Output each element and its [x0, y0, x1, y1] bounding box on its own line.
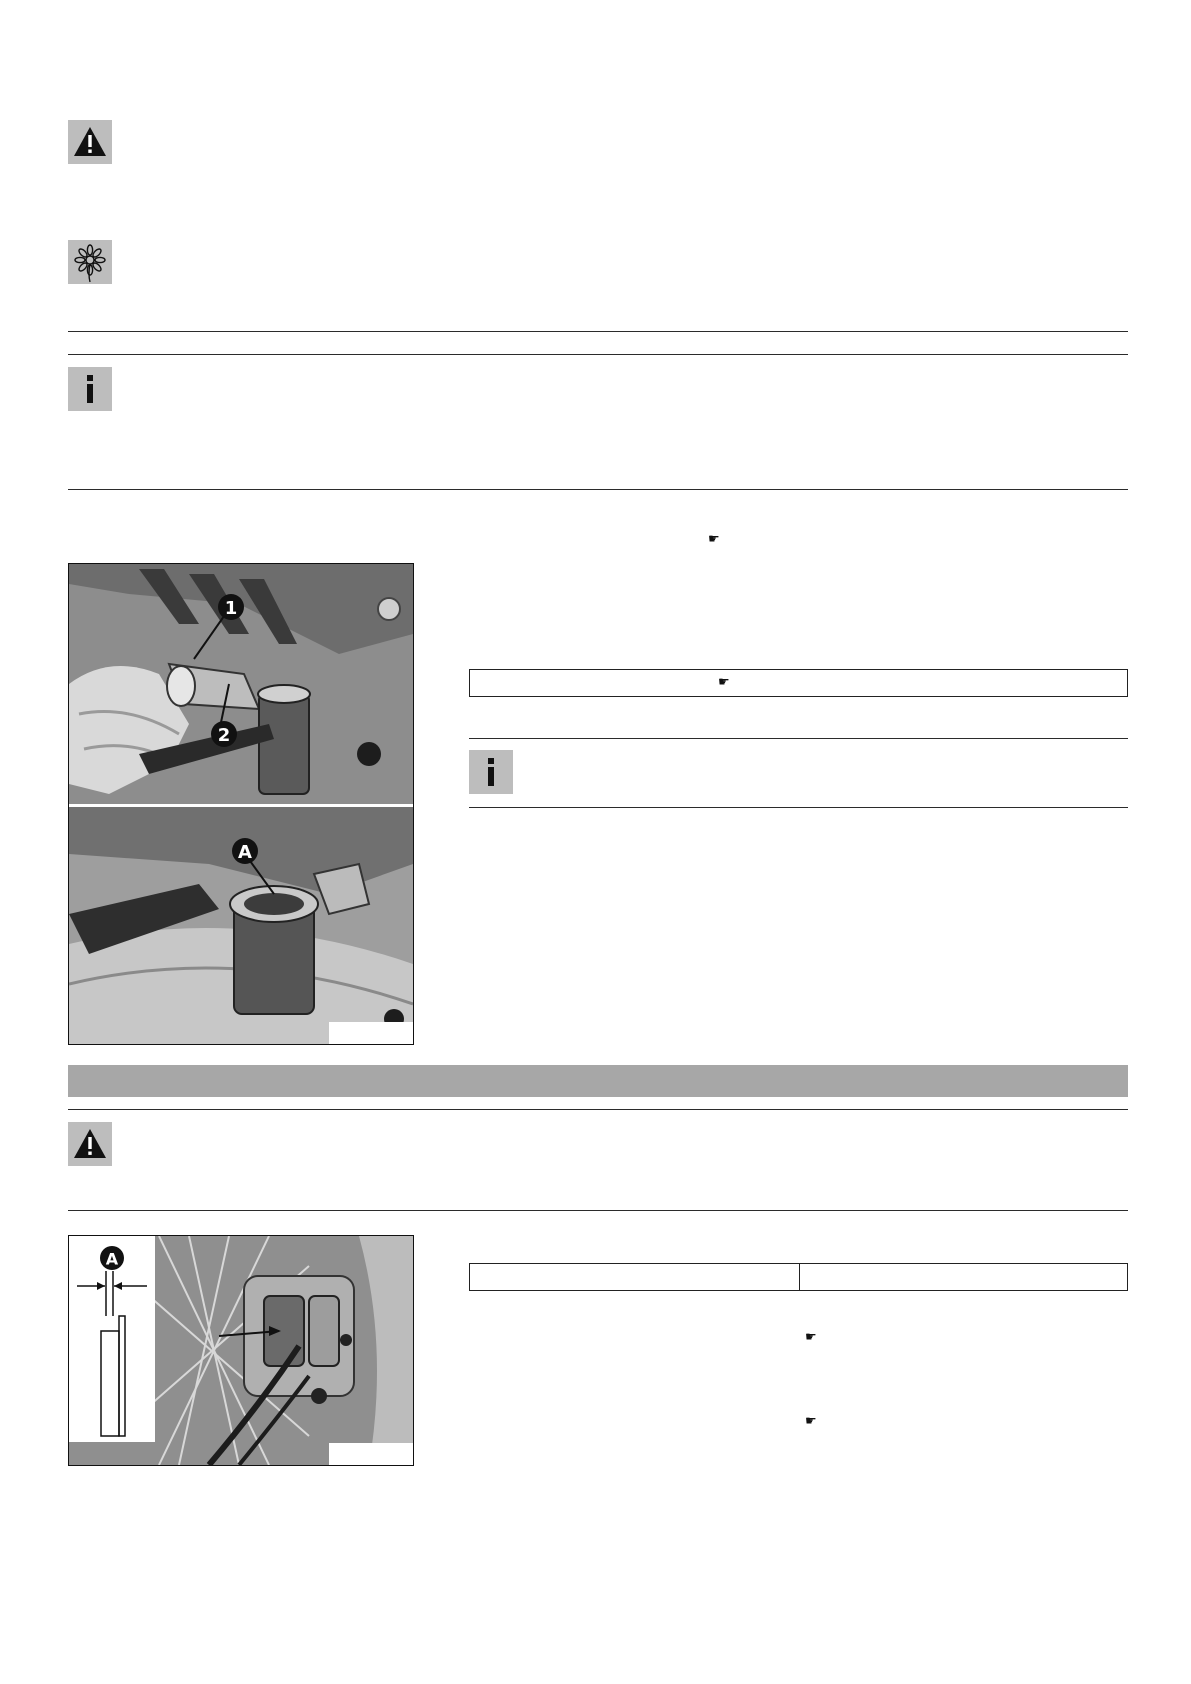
divider: [68, 354, 1128, 355]
spec-box: [469, 669, 1128, 697]
figure-label-box: [329, 1443, 413, 1465]
warning-triangle-icon: [68, 1122, 112, 1166]
figure-2-photo: [68, 1235, 414, 1466]
callout-A: A: [238, 842, 252, 863]
divider: [68, 1210, 1128, 1211]
divider: [469, 807, 1128, 808]
section-heading-bar: [68, 1065, 1128, 1097]
spec-table: [469, 1263, 1128, 1291]
warning-triangle-icon: [68, 120, 112, 164]
pointing-hand-icon: ☛: [805, 1329, 817, 1344]
divider: [68, 489, 1128, 490]
info-icon: [469, 750, 513, 794]
pointing-hand-icon: ☛: [708, 531, 720, 546]
spec-table-cell: [470, 1264, 800, 1290]
figure-label-box: [329, 1022, 413, 1044]
pointing-hand-icon: ☛: [718, 674, 730, 689]
figure-1-photo: [68, 563, 414, 1045]
divider: [68, 331, 1128, 332]
divider: [469, 738, 1128, 739]
environment-flower-icon: [68, 240, 112, 284]
info-icon: [68, 367, 112, 411]
divider: [68, 1109, 1128, 1110]
callout-2: 2: [217, 725, 231, 746]
pointing-hand-icon: ☛: [805, 1413, 817, 1428]
callout-1: 1: [224, 598, 238, 619]
callout-A: A: [105, 1249, 119, 1269]
